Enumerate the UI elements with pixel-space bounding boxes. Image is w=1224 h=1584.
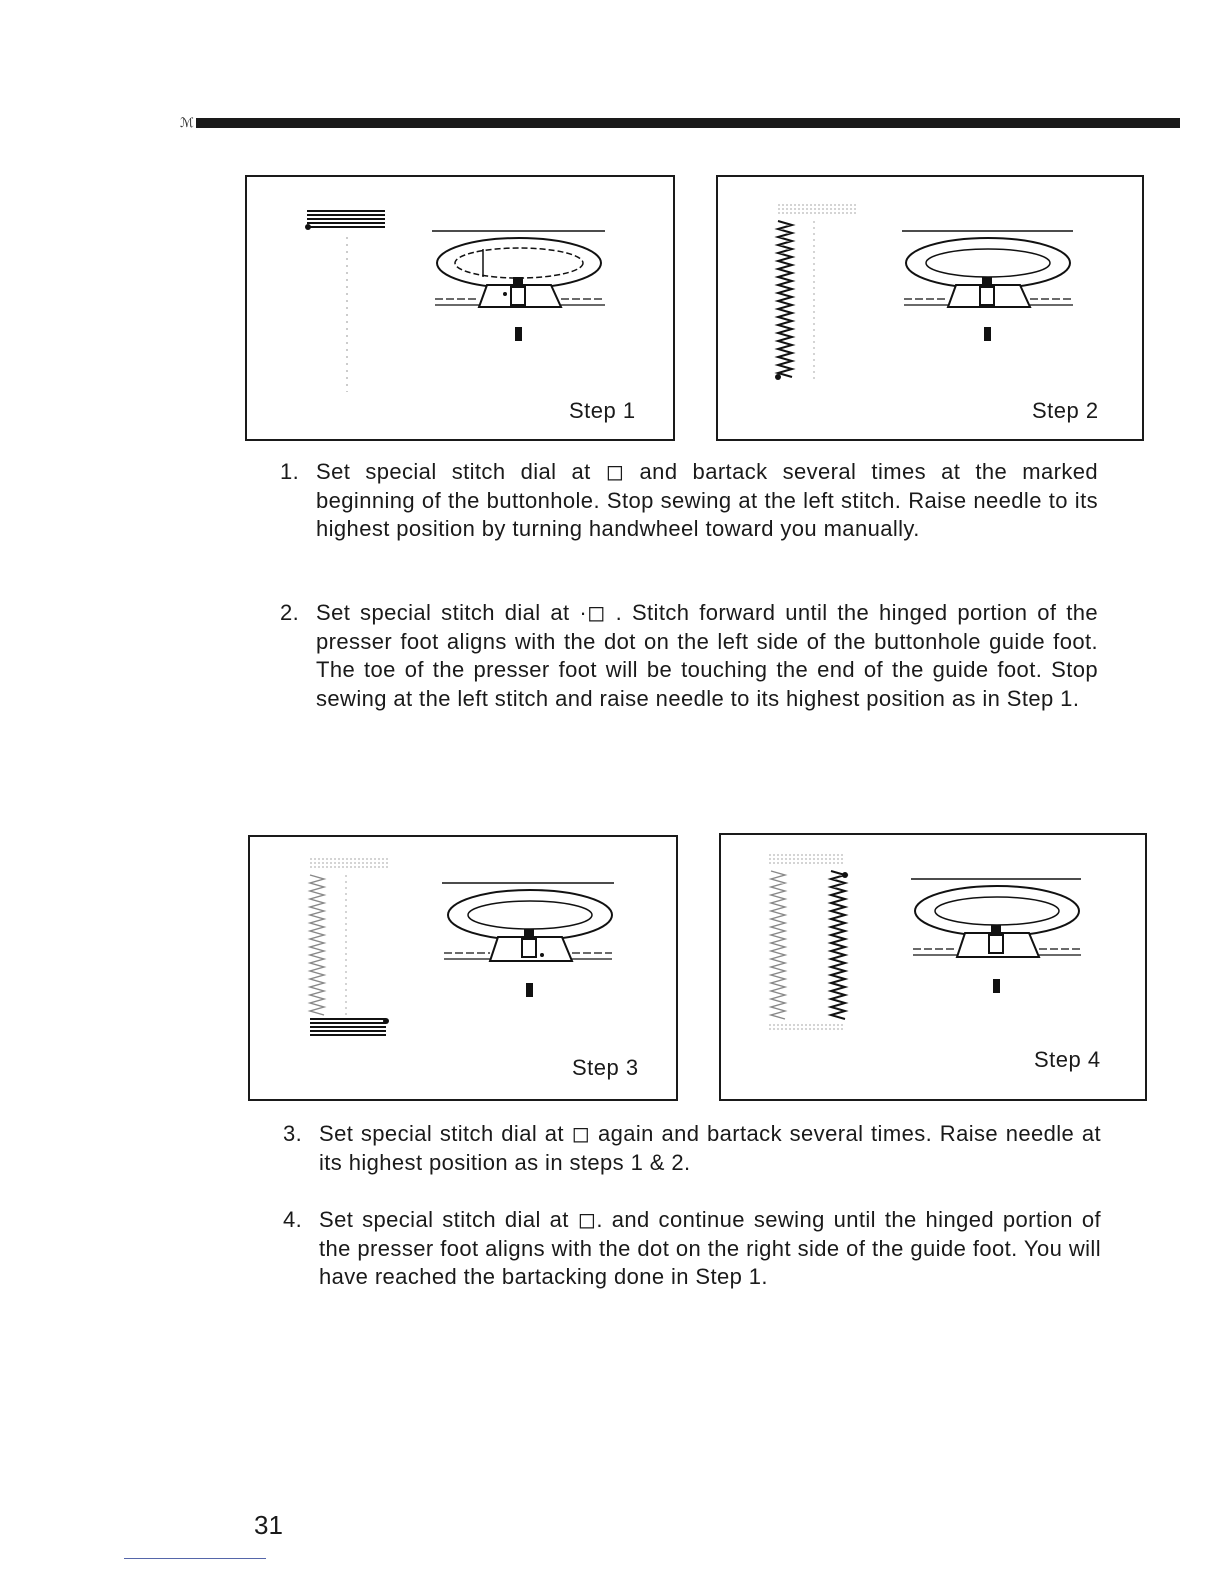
instruction-2-number: 2. <box>280 600 300 625</box>
zigzag-stitches <box>831 871 845 1019</box>
bottom-line <box>124 1558 266 1559</box>
instruction-3 <box>283 1120 1101 1177</box>
step-1-label: Step 1 <box>569 398 636 423</box>
instruction-3-number: 3. <box>283 1121 303 1146</box>
instruction-2-text: Set special stitch dial at ·◻ . Stitch forward until the hinged portion of the presser foot aligns with the dot on the left side of the buttonhole guide foot. The toe of the presser foot will be touching the end of the guide foot. Stop sewing at the left stitch and raise needle to its highest position as in Step 1. <box>316 600 1098 711</box>
instruction-4 <box>283 1206 1101 1292</box>
step-3-panel <box>248 835 678 1101</box>
step-1-panel <box>245 175 675 441</box>
corner-mark: ℳ <box>180 116 194 131</box>
step-2-panel <box>716 175 1144 441</box>
step-4-panel <box>719 833 1147 1101</box>
zigzag-stitches <box>778 221 792 377</box>
instruction-1-number: 1. <box>280 459 300 484</box>
step-4-label: Step 4 <box>1034 1047 1101 1072</box>
instruction-1 <box>280 458 1098 544</box>
bartack-stitches <box>310 1019 386 1035</box>
instruction-4-text: Set special stitch dial at ◻. and continue sewing until the hinged portion of the presser foot aligns with the dot on the right side of the guide foot. You will have reached the bartacking done in Step 1. <box>319 1207 1101 1290</box>
step-3-label: Step 3 <box>572 1055 639 1080</box>
instruction-1-text: Set special stitch dial at ◻ and bartack several times at the marked beginning of the buttonhole. Stop sewing at the left stitch. Raise needle to its highest position by turning handwheel toward you manually. <box>316 459 1098 542</box>
instruction-3-text: Set special stitch dial at ◻ again and bartack several times. Raise needle at its highest position as in steps 1 & 2. <box>319 1121 1101 1175</box>
step-2-label: Step 2 <box>1032 398 1099 423</box>
instruction-2 <box>280 599 1098 713</box>
top-rule <box>196 118 1180 128</box>
bartack-stitches <box>307 211 385 227</box>
page-number: 31 <box>254 1510 283 1540</box>
instruction-4-number: 4. <box>283 1207 303 1232</box>
